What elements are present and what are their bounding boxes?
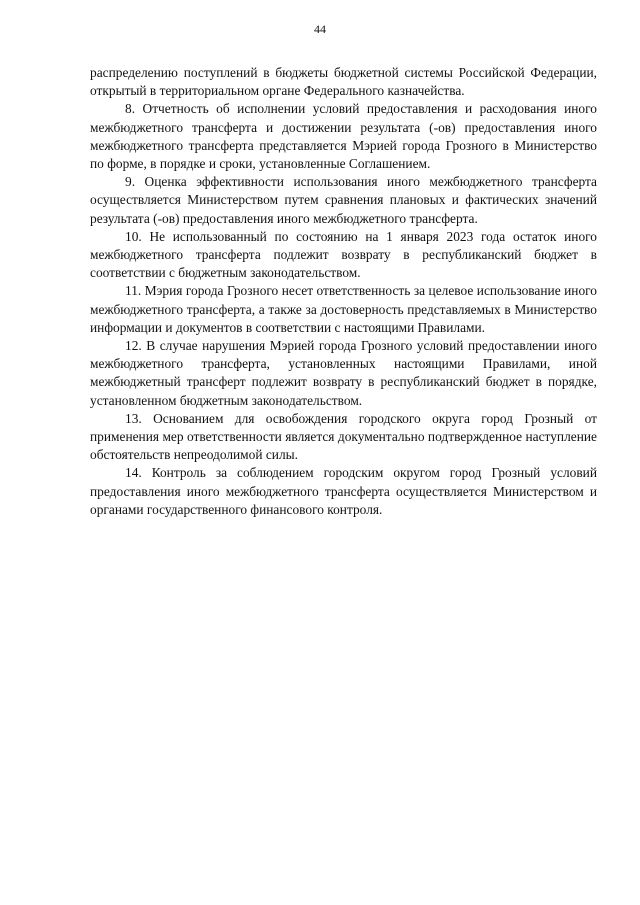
paragraph-10: 10. Не использованный по состоянию на 1 января 2023 года остаток иного межбюджетного трансферта подлежит возврату в республиканский бюджет в соответствии с бюджетным законодательством.	[90, 228, 597, 281]
paragraph-11: 11. Мэрия города Грозного несет ответственность за целевое использование иного межбюджетного трансферта, а также за достоверность представляемых в Министерство информации и документов в соответствии с настоящими Правилами.	[90, 283, 597, 335]
paragraph-9: 9. Оценка эффективности использования иного межбюджетного трансферта осуществляется Министерством путем сравнения плановых и фактических значений результата (-ов) предоставления иного межбюджетного трансферта.	[90, 174, 597, 226]
paragraph-continuation: распределению поступлений в бюджеты бюджетной системы Российской Федерации, открытый в территориальном органе Федерального казначейства.	[90, 65, 597, 99]
document-body	[90, 64, 597, 519]
paragraph-14: 14. Контроль за соблюдением городским округом город Грозный условий предоставления иного межбюджетного трансферта осуществляется Министерством и органами государственного финансового контроля.	[90, 465, 597, 517]
paragraph-8: 8. Отчетность об исполнении условий предоставления и расходования иного межбюджетного трансферта и достижении результата (-ов) предоставления иного межбюджетного трансферта представляется Мэрией города Грозного в Министерство по форме, в порядке и сроки, установленные Соглашением.	[90, 101, 597, 172]
paragraph-13: 13. Основанием для освобождения городского округа город Грозный от применения мер ответственности является документально подтвержденное наступление обстоятельств непреодолимой силы.	[90, 410, 597, 463]
page-number: 44	[314, 22, 326, 36]
paragraph-12: 12. В случае нарушения Мэрией города Грозного условий предоставлении иного межбюджетного трансферта, установленных настоящими Правилами, иной межбюджетный трансферт подлежит возврату в республиканский бюджет в порядке, установленном бюджетным законодательством.	[90, 338, 597, 408]
